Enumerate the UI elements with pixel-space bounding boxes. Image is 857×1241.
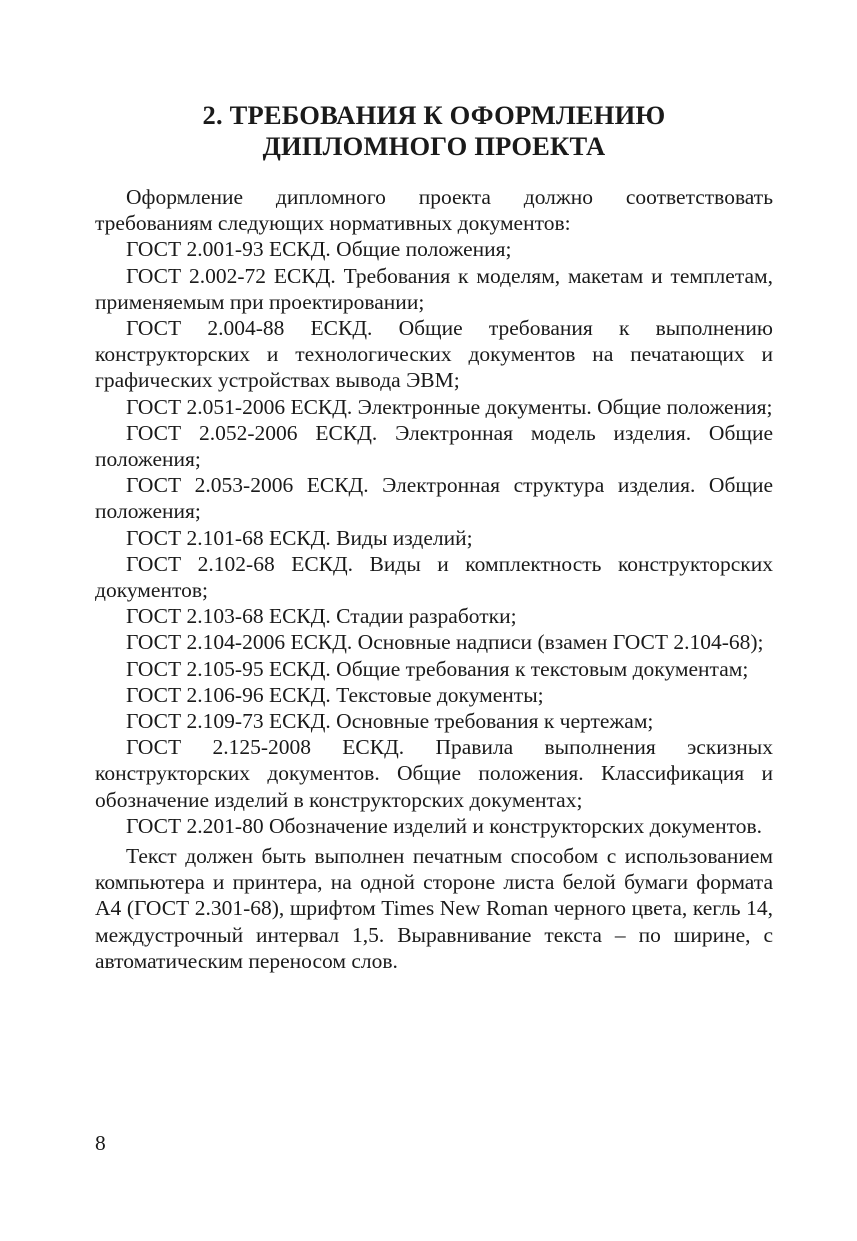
standard-item: ГОСТ 2.051-2006 ЕСКД. Электронные документы. Общие положения; — [126, 394, 773, 419]
standard-item: ГОСТ 2.103-68 ЕСКД. Стадии разработки; — [126, 604, 517, 629]
heading-line-1: 2. ТРЕБОВАНИЯ К ОФОРМЛЕНИЮ — [202, 100, 666, 130]
page-number: 8 — [95, 1131, 106, 1155]
standard-item: ГОСТ 2.002-72 ЕСКД. Требования к моделям, макетам и темплетам, применяемым при проектировании; — [95, 263, 773, 314]
standard-item: ГОСТ 2.106-96 ЕСКД. Текстовые документы; — [126, 682, 544, 707]
standard-item: ГОСТ 2.004-88 ЕСКД. Общие требования к выполнению конструкторских и технологических документов на печатающих и графических устройствах вывода ЭВМ; — [95, 316, 773, 393]
standard-item: ГОСТ 2.053-2006 ЕСКД. Электронная структура изделия. Общие положения; — [95, 473, 773, 524]
standard-item: ГОСТ 2.201-80 Обозначение изделий и конструкторских документов. — [126, 813, 762, 838]
standard-item: ГОСТ 2.101-68 ЕСКД. Виды изделий; — [126, 525, 473, 550]
page-content — [95, 100, 773, 974]
standard-item: ГОСТ 2.109-73 ЕСКД. Основные требования к чертежам; — [126, 709, 654, 734]
standard-item: ГОСТ 2.102-68 ЕСКД. Виды и комплектность конструкторских документов; — [95, 551, 773, 603]
standard-item: ГОСТ 2.104-2006 ЕСКД. Основные надписи (взамен ГОСТ 2.104-68); — [126, 630, 764, 655]
body-text — [95, 184, 773, 974]
standard-item: ГОСТ 2.001-93 ЕСКД. Общие положения; — [126, 237, 512, 262]
formatting-paragraph: Текст должен быть выполнен печатным способом с использованием компьютера и принтера, на одной стороне листа белой бумаги формата А4 (ГОСТ 2.301-68), шрифтом Times New Roman черного цвета, кегль 14, междустрочный интервал 1,5. Выравнивание текста – по ширине, с автоматическим переносом слов. — [95, 844, 773, 973]
intro-paragraph: Оформление дипломного проекта должно соответствовать требованиям следующих нормативных документов: — [95, 185, 773, 236]
standard-item: ГОСТ 2.125-2008 ЕСКД. Правила выполнения эскизных конструкторских документов. Общие положения. Классификация и обозначение изделий в конструкторских документах; — [95, 735, 773, 812]
heading-line-2: ДИПЛОМНОГО ПРОЕКТА — [262, 131, 606, 161]
standard-item: ГОСТ 2.052-2006 ЕСКД. Электронная модель изделия. Общие положения; — [95, 420, 773, 472]
section-heading — [95, 100, 773, 162]
standard-item: ГОСТ 2.105-95 ЕСКД. Общие требования к текстовым документам; — [126, 656, 749, 681]
